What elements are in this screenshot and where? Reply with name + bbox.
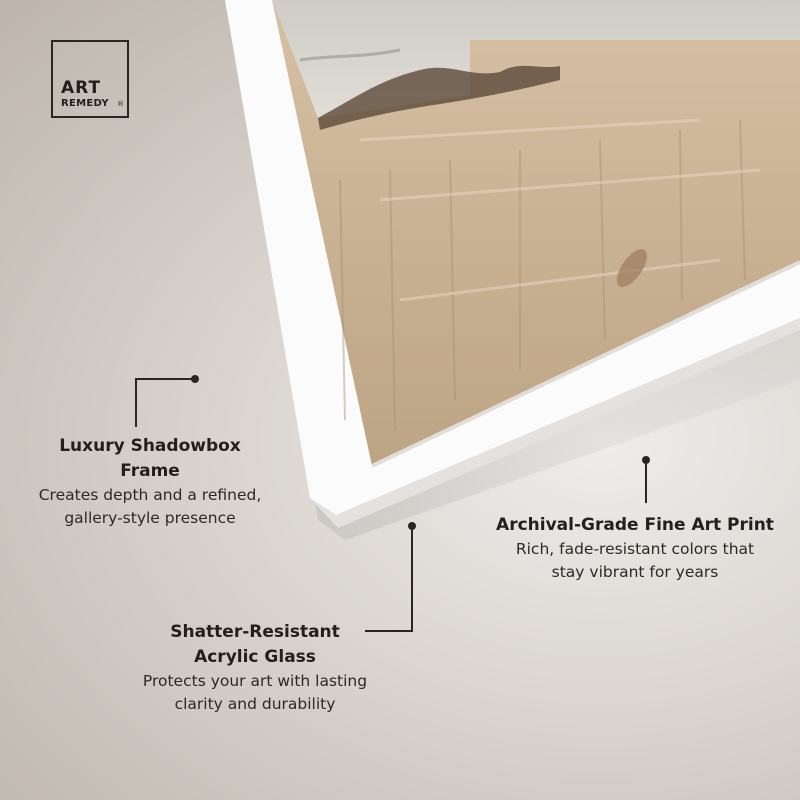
feature-archival-print (470, 513, 800, 584)
feature-description: stay vibrant for years (551, 563, 719, 581)
callout-dot-icon (408, 522, 416, 530)
callout-dot-icon (642, 456, 650, 464)
feature-shadowbox-frame (15, 434, 285, 530)
feature-title: Acrylic Glass (194, 647, 316, 667)
feature-description: gallery-style presence (64, 509, 236, 527)
registered-mark: ® (117, 100, 124, 108)
feature-title: Frame (120, 461, 180, 481)
feature-title: Luxury Shadowbox (59, 436, 241, 456)
feature-description: Protects your art with lasting (142, 672, 368, 690)
brand-line1: ART (61, 78, 102, 98)
brand-line2: REMEDY (61, 98, 109, 109)
feature-acrylic-glass (110, 620, 400, 716)
feature-description: Rich, fade-resistant colors that (515, 540, 755, 558)
feature-description: clarity and durability (174, 695, 336, 713)
feature-title: Archival-Grade Fine Art Print (496, 515, 774, 535)
feature-description: Creates depth and a refined, (38, 486, 262, 504)
callout-dot-icon (191, 375, 199, 383)
brand-logo (51, 40, 129, 118)
feature-title: Shatter-Resistant (170, 622, 340, 642)
